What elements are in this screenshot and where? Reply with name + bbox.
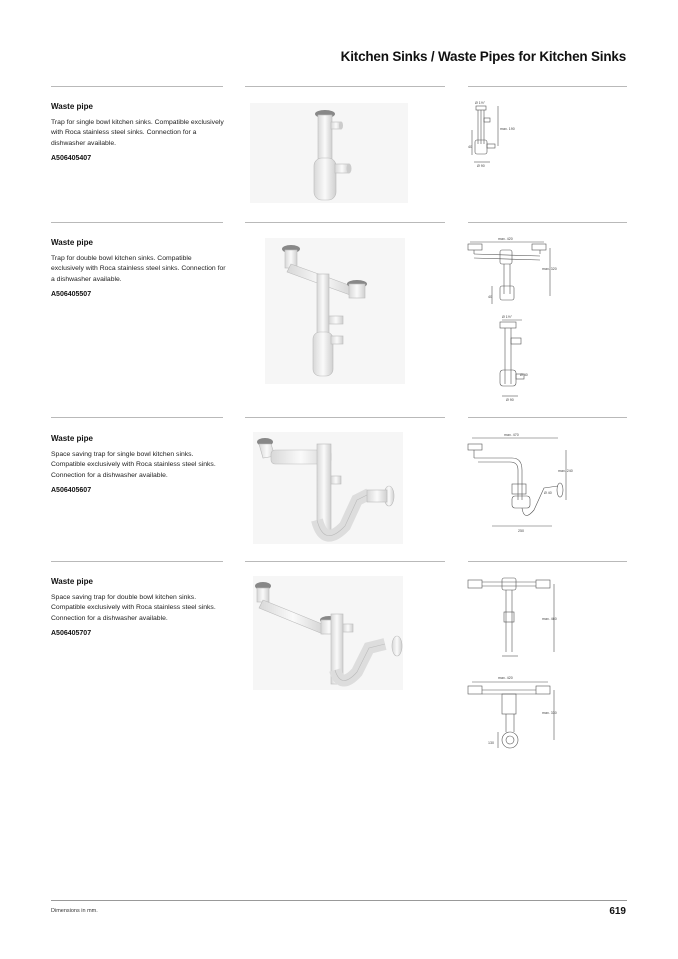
product-code: A506405607 <box>51 486 92 494</box>
product-code: A506405407 <box>51 154 92 162</box>
dimension-label: 40 <box>488 295 492 299</box>
section-divider <box>51 417 223 418</box>
product-code: A506405707 <box>51 629 92 637</box>
footnote: Dimensions in mm. <box>51 908 98 914</box>
product-entry <box>51 102 226 162</box>
section-divider <box>51 222 223 223</box>
dimension-label: Ø 1½" <box>502 315 513 319</box>
product-entry <box>51 434 226 494</box>
section-divider <box>245 561 445 562</box>
product-name: Waste pipe <box>51 577 93 586</box>
product-name: Waste pipe <box>51 102 93 111</box>
product-photo <box>245 236 445 386</box>
section-divider <box>245 417 445 418</box>
product-entry <box>51 577 226 637</box>
section-divider <box>245 86 445 87</box>
dimension-label: max. 470 <box>504 433 519 437</box>
section-divider <box>468 86 627 87</box>
dimension-label: Ø 90 <box>506 398 514 402</box>
dimension-label: Ø 1½" <box>475 101 486 105</box>
page-number: 619 <box>609 906 626 917</box>
dimension-label: Ø 40 <box>544 491 552 495</box>
product-entry <box>51 238 226 298</box>
dimension-label: Ø 90 <box>477 164 485 168</box>
dimension-label: max. 460 <box>542 617 557 621</box>
section-divider <box>245 222 445 223</box>
product-description: Space saving trap for single bowl kitchen sinks. Compatible exclusively with Roca stainless steel sinks. Connection for a dishwasher available. <box>51 451 216 479</box>
product-photo <box>245 100 445 205</box>
dimension-label: 40 <box>468 145 472 149</box>
product-description: Trap for single bowl kitchen sinks. Compatible exclusively with Roca stainless steel sinks. Connection for a dishwasher available. <box>51 119 224 147</box>
section-divider <box>468 222 627 223</box>
product-description: Space saving trap for double bowl kitchen sinks. Compatible exclusively with Roca stainless steel sinks. Connection for a dishwasher available. <box>51 594 216 622</box>
dimension-label: max. 240 <box>558 469 573 473</box>
section-divider <box>468 561 627 562</box>
dimension-label: 250 <box>518 529 524 533</box>
section-divider <box>468 417 627 418</box>
product-code: A506405507 <box>51 290 92 298</box>
product-name: Waste pipe <box>51 238 93 247</box>
dimension-label: max. 190 <box>500 127 515 131</box>
section-divider <box>51 561 223 562</box>
page-title: Kitchen Sinks / Waste Pipes for Kitchen Sinks <box>340 49 626 64</box>
product-description: Trap for double bowl kitchen sinks. Compatible exclusively with Roca stainless steel sinks. Connection for a dishwasher available. <box>51 255 226 283</box>
dimension-label: max. 330 <box>542 711 557 715</box>
dimension-label: 130 <box>488 741 494 745</box>
section-divider <box>51 86 223 87</box>
dimension-label: max. 420 <box>498 237 513 241</box>
product-photo <box>245 430 445 548</box>
product-photo <box>245 574 445 694</box>
technical-drawing <box>468 100 538 180</box>
dimension-label: Ø 40 <box>520 373 528 377</box>
footer-divider <box>51 900 627 901</box>
technical-drawing <box>462 234 582 404</box>
dimension-label: max. 320 <box>542 267 557 271</box>
dimension-label: max. 420 <box>498 676 513 680</box>
technical-drawing <box>462 572 582 762</box>
technical-drawing <box>462 430 582 540</box>
product-name: Waste pipe <box>51 434 93 443</box>
